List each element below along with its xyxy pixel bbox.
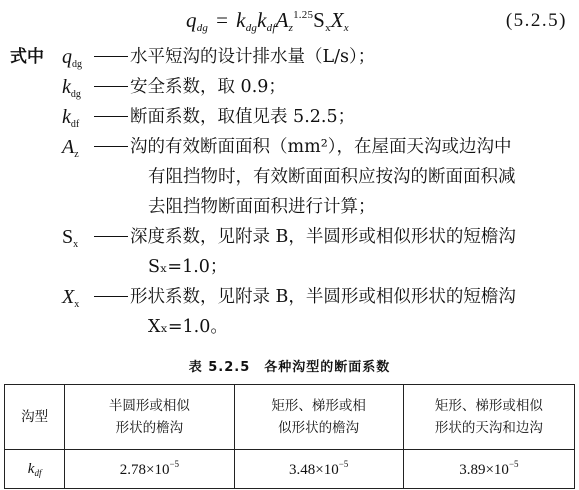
definition-text: 深度系数，见附录 B，半圆形或相似形状的短檐沟 (94, 222, 516, 252)
definition-text: 水平短沟的设计排水量（L/s）； (94, 42, 375, 72)
definition-symbol: $X_x$ (62, 286, 80, 310)
formula-s: $S_x$ (313, 8, 331, 34)
em-dash-rule (94, 116, 128, 117)
definition-continuation: 去阻挡物断面面积进行计算； (148, 197, 376, 217)
definition-text: 沟的有效断面面积（mm²），在屋面天沟或边沟中 (94, 132, 511, 162)
em-dash-rule (94, 86, 128, 87)
definition-symbol: $q_{dg}$ (62, 46, 82, 70)
em-dash-rule (94, 146, 128, 147)
header-rect-gutter (403, 385, 574, 450)
definition-symbol: $k_{df}$ (62, 106, 80, 130)
definition-continuation: Sₓ=1.0； (148, 257, 228, 277)
formula-expression (186, 8, 349, 34)
header-semicircular-line1: 半圆形或相似 (108, 398, 190, 414)
definition-symbol: $k_{dg}$ (62, 76, 81, 100)
header-rect-gutter-line1: 矩形、梯形或相似 (434, 398, 543, 414)
header-channel-type: 沟型 (5, 385, 65, 450)
em-dash-rule (94, 236, 128, 237)
definition-continuation: 有阻挡物时，有效断面面积应按沟的断面面积减 (148, 167, 516, 187)
header-semicircular (65, 385, 234, 450)
header-semicircular-line2: 形状的檐沟 (115, 420, 184, 436)
formula-lhs: $q_{dg}$ (186, 8, 209, 34)
formula-k1: $k_{dg}$ (236, 8, 258, 34)
cell-rect-eaves-value: $3.48\times 10^{-5}$ (234, 450, 403, 489)
formula-equals: = (216, 8, 229, 32)
header-rect-eaves-line2: 似形状的檐沟 (278, 420, 360, 436)
formula-a: $A_z^{1.25}$ (275, 8, 314, 34)
table-caption: 表 5.2.5 各种沟型的断面系数 (188, 360, 391, 375)
cell-semicircular-value: $2.78\times 10^{-5}$ (65, 450, 234, 489)
table-row (5, 450, 575, 489)
definitions-lead: 式中 (10, 47, 44, 67)
definition-text: 断面系数，取值见表 5.2.5； (94, 102, 355, 132)
definition-symbol: $S_x$ (62, 226, 79, 250)
definition-symbol: $A_z$ (62, 136, 79, 160)
definition-continuation: Xₓ=1.0。 (148, 317, 228, 337)
em-dash-rule (94, 296, 128, 297)
formula-k2: $k_{df}$ (257, 8, 276, 34)
cell-rect-gutter-value: $3.89\times 10^{-5}$ (403, 450, 574, 489)
formula-number: (5.2.5) (505, 10, 567, 31)
em-dash-rule (94, 56, 128, 57)
formula-x: $X_x$ (330, 8, 349, 34)
formula-line (0, 6, 579, 38)
header-rect-gutter-line2: 形状的天沟和边沟 (434, 420, 543, 436)
definition-text: 安全系数，取 0.9； (94, 72, 286, 102)
row-label-kdf: $k_{df}$ (5, 450, 65, 489)
coefficient-table (4, 384, 575, 489)
table-header-row (5, 385, 575, 450)
definition-text: 形状系数，见附录 B，半圆形或相似形状的短檐沟 (94, 282, 516, 312)
header-rect-eaves-line1: 矩形、梯形或相 (271, 398, 366, 414)
header-rect-eaves (234, 385, 403, 450)
